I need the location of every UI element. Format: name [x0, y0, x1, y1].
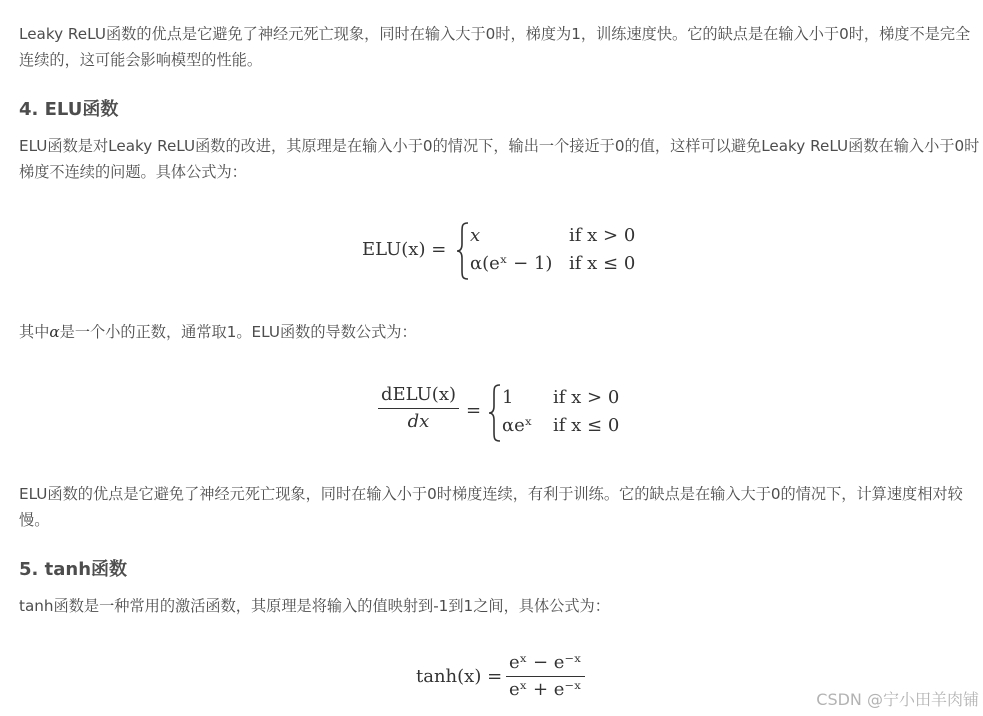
alpha-suffix-text: 是一个小的正数，通常取1。ELU函数的导数公式为：: [59, 323, 417, 341]
elu-derivative-numerator: dELU(x): [381, 384, 456, 405]
elu-formula-lhs: ELU(x) =: [362, 239, 447, 260]
elu-case1-condition: if x > 0: [569, 225, 636, 246]
elu-derivative-equals: =: [466, 400, 482, 421]
tanh-numerator: eˣ − e⁻ˣ: [509, 652, 582, 673]
elu-intro-paragraph: ELU函数是对Leaky ReLU函数的改进，其原理是在输入小于0的情况下，输出一个接近于0的值，这样可以避免Leaky ReLU函数在输入小于0时梯度不连续的问题。具体公式为：: [19, 137, 980, 181]
csdn-watermark: CSDN @宁小田羊肉铺: [816, 690, 979, 709]
tanh-fraction: [506, 650, 585, 703]
elu-derivative-case1-condition: if x > 0: [553, 387, 620, 408]
elu-derivative-formula: [378, 382, 658, 444]
elu-derivative-denominator: dx: [407, 411, 430, 432]
alpha-prefix-text: 其中: [19, 323, 50, 341]
left-brace-icon: [456, 222, 470, 280]
elu-case1-expression: x: [470, 225, 481, 246]
elu-summary-paragraph: ELU函数的优点是它避免了神经元死亡现象，同时在输入小于0时梯度连续，有利于训练。它的缺点是在输入大于0的情况下，计算速度相对较慢。: [19, 485, 963, 529]
alpha-description-paragraph: [19, 319, 981, 345]
elu-case2-expression: α(eˣ − 1): [470, 253, 553, 274]
alpha-symbol: α: [49, 323, 60, 341]
tanh-intro-paragraph: tanh函数是一种常用的激活函数，其原理是将输入的值映射到-1到1之间，具体公式为：: [19, 597, 610, 615]
elu-formula: [362, 222, 662, 282]
tanh-section-heading: 5. tanh函数: [19, 559, 128, 580]
tanh-formula-lhs: tanh(x) =: [416, 666, 503, 687]
elu-case2-condition: if x ≤ 0: [569, 253, 636, 274]
leaky-relu-summary-paragraph: Leaky ReLU函数的优点是它避免了神经元死亡现象，同时在输入大于0时，梯度为1，训练速度快。它的缺点是在输入小于0时，梯度不是完全连续的，这可能会影响模型的性能。: [19, 25, 971, 69]
left-brace-icon: [488, 384, 502, 442]
elu-derivative-case1-expression: 1: [502, 387, 514, 408]
elu-derivative-case2-expression: αeˣ: [502, 415, 533, 436]
tanh-denominator: eˣ + e⁻ˣ: [509, 679, 582, 700]
elu-section-heading: 4. ELU函数: [19, 99, 119, 120]
elu-derivative-fraction: [378, 382, 459, 435]
elu-derivative-case2-condition: if x ≤ 0: [553, 415, 620, 436]
tanh-formula: [416, 650, 596, 706]
